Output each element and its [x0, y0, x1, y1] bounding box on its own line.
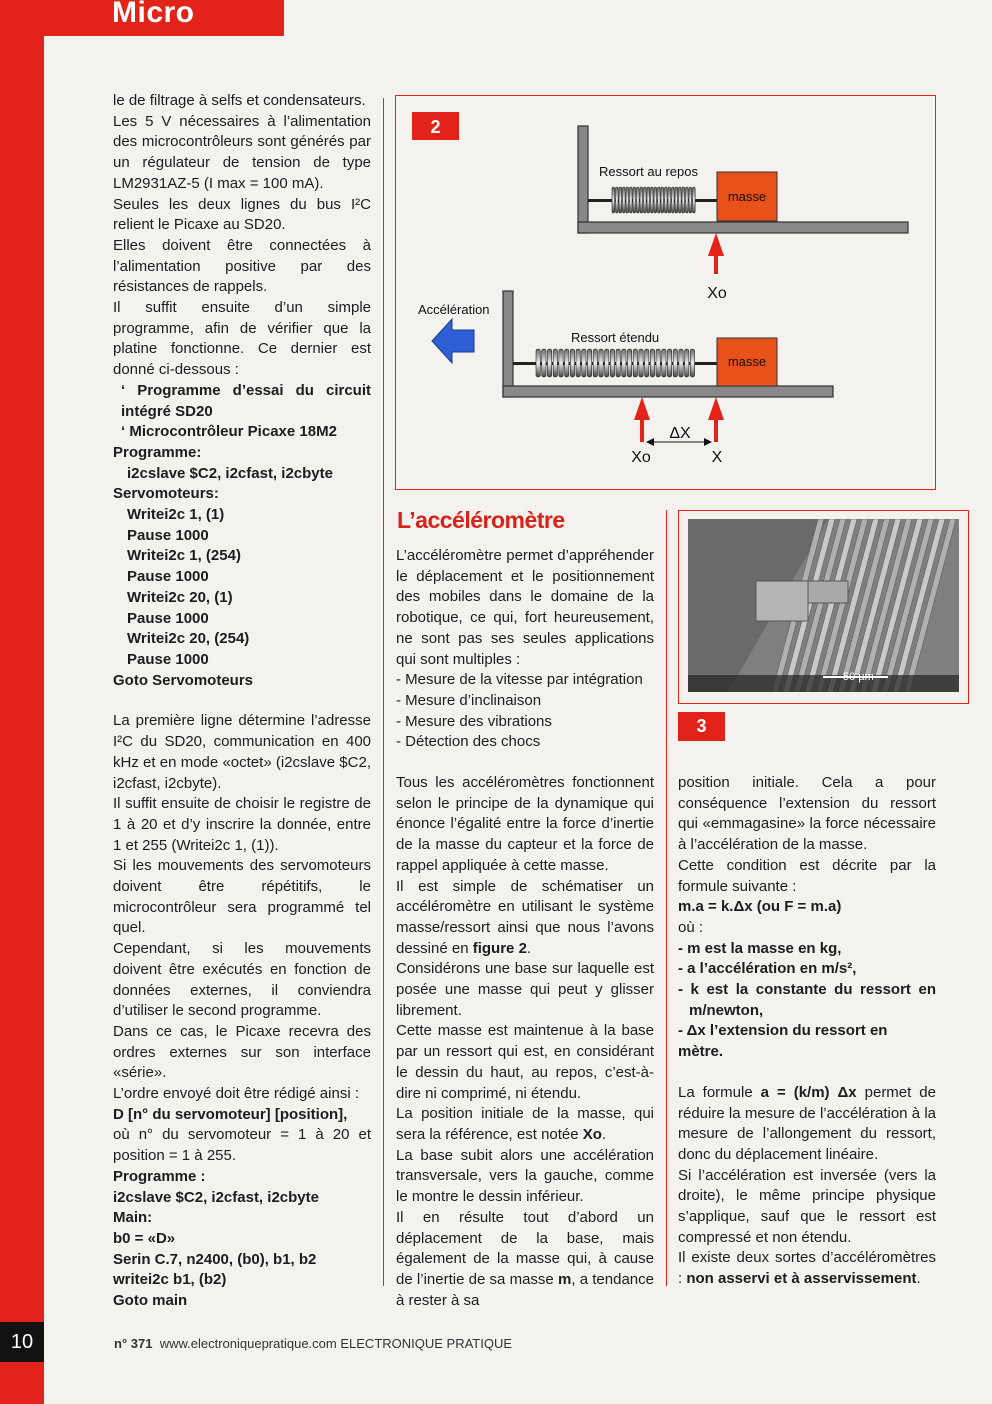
- paragraph: où :: [678, 918, 704, 936]
- delta-x-label: ΔX: [669, 425, 691, 442]
- paragraph: La première ligne détermine l’adresse I²C du SD20, communication en 400 kHz et en mode «octet» (i2cslave $C2, i2cfast, i2cbyte).: [113, 712, 371, 792]
- paragraph: La base subit alors une accélération transversale, vers la gauche, comme le montre le dessin inférieur.: [396, 1146, 654, 1206]
- spring-turn: [665, 187, 668, 213]
- spring-turn: [693, 187, 696, 213]
- code-line: Goto Servomoteurs: [113, 671, 254, 689]
- formula-inline: a = (k/m) Δx: [760, 1083, 857, 1101]
- spring-turn: [651, 187, 654, 213]
- code-line: Serin C.7, n2400, (b0), b1, b2: [113, 1250, 317, 1268]
- paragraph: La formule a = (k/m) Δx permet de réduire la mesure de l’accélération à la mesure de l’allongement du ressort, donc du déplacement linéaire.: [678, 1083, 936, 1163]
- code-line: Writei2c 20, (1): [127, 588, 233, 606]
- column-1: [113, 91, 371, 1312]
- column-3: [678, 773, 936, 1290]
- x-arrow-bottom: [708, 397, 724, 442]
- column-rule: [666, 510, 667, 1286]
- spring-turn: [644, 187, 647, 213]
- paragraph: Cette condition est décrite par la formule suivante :: [678, 856, 936, 895]
- code-line: Servomoteurs:: [113, 485, 219, 503]
- paragraph: Il est simple de schématiser un accéléromètre en utilisant le système masse/ressort ainsi que nous l’avons dessiné en figure 2.: [396, 877, 654, 957]
- code-line: i2cslave $C2, i2cfast, i2cbyte: [113, 1188, 319, 1206]
- spring-turn: [633, 187, 636, 213]
- spring-stretched-label: Ressort étendu: [571, 330, 660, 345]
- spring-turn: [616, 187, 619, 213]
- code-line: Pause 1000: [127, 568, 209, 586]
- x-label-bottom: X: [711, 449, 723, 466]
- spring-turn: [675, 187, 678, 213]
- spring-turn: [542, 349, 546, 377]
- spring-turn: [627, 349, 631, 377]
- section-heading: L’accéléromètre: [397, 507, 565, 533]
- spring-turn: [612, 187, 615, 213]
- spring-turn: [654, 187, 657, 213]
- code-comment: ‘ Microcontrôleur Picaxe 18M2: [121, 423, 337, 441]
- code-line: i2cslave $C2, i2cfast, i2cbyte: [127, 464, 333, 482]
- spring-turn: [639, 349, 643, 377]
- top-mass-label: masse: [727, 189, 767, 204]
- paragraph-bold: D [n° du servomoteur] [position],: [113, 1105, 348, 1123]
- spring-turn: [565, 349, 569, 377]
- spring-turn: [637, 187, 640, 213]
- definition: - a l’accélération en m/s²,: [678, 960, 857, 978]
- code-line: Writei2c 1, (254): [127, 547, 241, 565]
- spring-turn: [536, 349, 540, 377]
- code-line: Writei2c 20, (254): [127, 630, 250, 648]
- top-base-wall: [578, 126, 588, 233]
- paragraph: Si l’accélération est inversée (vers la droite), le même principe physique s’applique, sauf que le ressort est compressé et non étendu.: [678, 1166, 936, 1246]
- paragraph: Il en résulte tout d’abord un déplacement de la base, mais également de la masse qui, à cause de l’inertie de sa masse m, a tendance à rester à sa: [396, 1208, 654, 1309]
- definitions-list: [678, 939, 936, 1063]
- spring-turn: [623, 187, 626, 213]
- scale-label: 50 µm: [843, 671, 874, 683]
- code-listing-1: [113, 381, 371, 692]
- spring-turn: [668, 187, 671, 213]
- issue-number: n° 371: [114, 1336, 153, 1351]
- spring-turn: [626, 187, 629, 213]
- spring-turn: [599, 349, 603, 377]
- paragraph: le de filtrage à selfs et condensateurs.: [113, 92, 366, 109]
- code-line: Programme:: [113, 443, 202, 461]
- spring-turn: [667, 349, 671, 377]
- spring-turn: [622, 349, 626, 377]
- page-number: 10: [0, 1322, 44, 1362]
- code-line: Writei2c 1, (1): [127, 506, 225, 524]
- spring-rest-label: Ressort au repos: [599, 164, 698, 179]
- acceleration-label: Accélération: [418, 302, 490, 317]
- spring-turn: [559, 349, 563, 377]
- code-line: Pause 1000: [127, 650, 209, 668]
- bottom-base-floor: [503, 386, 833, 397]
- spring-turn: [610, 349, 614, 377]
- delta-x-arrowhead-left: [646, 438, 654, 446]
- figure-reference: figure 2: [472, 939, 527, 957]
- spring-turn: [682, 187, 685, 213]
- paragraph: L’ordre envoyé doit être rédigé ainsi :: [113, 1085, 359, 1103]
- paragraph: Cette masse est maintenue à la base par un ressort qui est, en considérant le dessin du haut, au repos, c’est-à-dire ni comprimé, ni étendu.: [396, 1022, 654, 1102]
- column-rule: [383, 98, 384, 1286]
- code-comment: ‘ Programme d’essai du circuit intégré SD20: [121, 381, 371, 420]
- paragraph: Les 5 V nécessaires à l’alimentation des microcontrôleurs sont générés par un régulateur de tension de type LM2931AZ-5 (I max = 100 mA).: [113, 112, 371, 192]
- paragraph: Si les mouvements des servomoteurs doivent être répétitifs, le microcontrôleur sera programmé tel quel.: [113, 857, 371, 937]
- spring-turn: [553, 349, 557, 377]
- spring-turn: [685, 349, 689, 377]
- delta-x-arrowhead-right: [704, 438, 712, 446]
- spring-turn: [576, 349, 580, 377]
- spring-turn: [582, 349, 586, 377]
- acceleration-arrow: [432, 319, 474, 363]
- figure-number-3: 3: [678, 712, 725, 741]
- footer-url: www.electroniquepratique.com: [159, 1336, 337, 1351]
- list-item: - Mesure d’inclinaison: [396, 691, 542, 709]
- spring-turn: [658, 187, 661, 213]
- section-title: Micro: [112, 0, 195, 29]
- paragraph: Il suffit ensuite de choisir le registre de 1 à 20 et d’y inscrire la donnée, entre 1 et 255 (Writei2c 1, (1)).: [113, 795, 371, 854]
- sem-image: [688, 519, 959, 692]
- spring-mass-diagram: [396, 96, 935, 489]
- spring-turn: [679, 187, 682, 213]
- paragraph: Tous les accéléromètres fonctionnent selon le principe de la dynamique qui énonce l’égalité entre la force d’inertie de la masse du capteur et la force de rappel appliquée à cette masse.: [396, 774, 654, 874]
- code-line: writei2c b1, (b2): [113, 1271, 227, 1289]
- formula: m.a = k.Δx (ou F = m.a): [678, 898, 842, 916]
- xo-label-bottom: Xo: [631, 449, 651, 466]
- xo-arrow-top: [708, 233, 724, 274]
- code-line: b0 = «D»: [113, 1229, 176, 1247]
- list-item: - Mesure de la vitesse par intégration: [396, 671, 643, 689]
- figure-number: 2: [430, 117, 441, 137]
- code-listing-2: [113, 1167, 371, 1312]
- spring-turn: [656, 349, 660, 377]
- paragraph: Il existe deux sortes d’accéléromètres : non asservi et à asservissement.: [678, 1249, 936, 1288]
- spring-turn: [645, 349, 649, 377]
- spring-turn: [647, 187, 650, 213]
- spring-turn: [686, 187, 689, 213]
- paragraph: Elles doivent être connectées à l’alimentation positive par des résistances de rappels.: [113, 236, 371, 296]
- left-red-margin: [0, 0, 44, 1404]
- paragraph: Seules les deux lignes du bus I²C relient le Picaxe au SD20.: [113, 195, 371, 234]
- code-line: Pause 1000: [127, 526, 209, 544]
- bottom-mass-label: masse: [727, 354, 767, 369]
- spring-turn: [593, 349, 597, 377]
- spring-turn: [616, 349, 620, 377]
- xo-label-top: Xo: [707, 285, 727, 302]
- definition: - k est la constante du ressort en m/newton,: [678, 981, 936, 1019]
- spring-turn: [630, 187, 633, 213]
- paragraph: L’accéléromètre permet d’appréhender le déplacement et le positionnement des mobiles dans le domaine de la robotique, ce qui, fort heureusement, ne sont pas ses seules applications qui sont multiples :: [396, 547, 654, 668]
- paragraph: où n° du servomoteur = 1 à 20 et position = 1 à 255.: [113, 1126, 371, 1165]
- footer-magazine: ELECTRONIQUE PRATIQUE: [340, 1336, 513, 1351]
- code-line: Programme :: [113, 1167, 206, 1185]
- mems-accelerometer-photo: [688, 519, 959, 692]
- spring-turn: [690, 349, 694, 377]
- spring-turn: [633, 349, 637, 377]
- footer: [114, 1336, 512, 1351]
- paragraph: Cependant, si les mouvements doivent être exécutés en fonction de données externes, il conviendra d’utiliser le second programme.: [113, 940, 371, 1020]
- spring-turn: [689, 187, 692, 213]
- definition: - m est la masse en kg,: [678, 939, 842, 957]
- list-item: - Mesure des vibrations: [396, 712, 552, 730]
- code-line: Pause 1000: [127, 609, 209, 627]
- paragraph: Il suffit ensuite d’un simple programme, afin de vérifier que la platine fonctionne. Ce dernier est donné ci-dessous :: [113, 299, 371, 379]
- spring-turn: [662, 349, 666, 377]
- spring-turn: [672, 187, 675, 213]
- paragraph: Considérons une base sur laquelle est posée une masse qui peut y glisser librement.: [396, 960, 654, 1019]
- spring-turn: [570, 349, 574, 377]
- paragraph: La position initiale de la masse, qui sera la référence, est notée Xo.: [396, 1105, 654, 1143]
- bottom-base-wall: [503, 291, 513, 397]
- definition: - Δx l’extension du ressort en mètre.: [678, 1022, 888, 1061]
- paragraph: position initiale. Cela a pour conséquence l’extension du ressort qui «emmagasine» la force nécessaire à l’accélération de la masse.: [678, 774, 936, 854]
- code-line: Main:: [113, 1209, 153, 1227]
- spring-turn: [619, 187, 622, 213]
- spring-turn: [661, 187, 664, 213]
- code-line: Goto main: [113, 1292, 188, 1310]
- paragraph: Dans ce cas, le Picaxe recevra des ordres externes sur son interface «série».: [113, 1022, 371, 1082]
- spring-turn: [650, 349, 654, 377]
- spring-turn: [673, 349, 677, 377]
- figure-2: [395, 95, 936, 490]
- spring-turn: [679, 349, 683, 377]
- spring-turn: [640, 187, 643, 213]
- spring-turn: [587, 349, 591, 377]
- xo-arrow-bottom: [634, 397, 650, 442]
- spring-turn: [605, 349, 609, 377]
- top-base-floor: [578, 222, 908, 233]
- column-2: [396, 546, 654, 1311]
- list-item: - Détection des chocs: [396, 733, 541, 751]
- spring-turn: [547, 349, 551, 377]
